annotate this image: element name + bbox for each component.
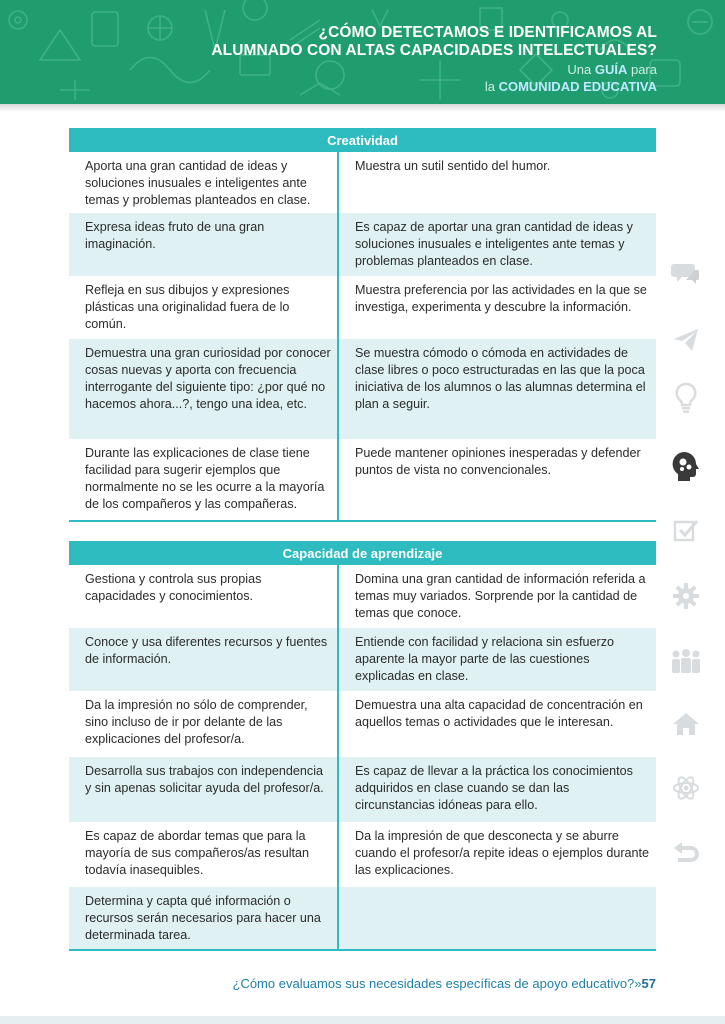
table-cell: Se muestra cómodo o cómoda en actividades de clase libres o poco estructuradas en las que la poca iniciativa de los alumnos o las alumnas determina el plan a seguir. (338, 339, 656, 439)
atom-icon[interactable] (668, 772, 704, 804)
checkbox-icon[interactable] (668, 514, 704, 546)
table-cell: Expresa ideas fruto de una gran imaginación. (69, 213, 338, 276)
table-row (69, 691, 656, 757)
table-cell: Desarrolla sus trabajos con independencia y sin apenas solicitar ayuda del profesor/a. (69, 757, 338, 822)
header-shadow (0, 104, 725, 112)
header-subtitle-2-pre: la (484, 79, 495, 94)
table-row (69, 439, 656, 521)
table-cell: Durante las explicaciones de clase tiene facilidad para sugerir ejemplos que normalmente no se les ocurre a la mayoría de los compañeros y las compañeras. (69, 439, 338, 521)
table-cell: Muestra un sutil sentido del humor. (355, 159, 551, 173)
table-cell: Refleja en sus dibujos y expresiones plásticas una originalidad fuera de lo común. (69, 276, 338, 339)
table-cell: Puede mantener opiniones inesperadas y defender puntos de vista no convencionales. (338, 439, 656, 521)
header-title-line-1: ¿CÓMO DETECTAMOS E IDENTIFICAMOS AL (318, 24, 657, 41)
table-row (69, 276, 656, 339)
table-cell: Es capaz de llevar a la práctica los conocimientos adquiridos en clase cuando se dan las circunstancias idóneas para ello. (338, 757, 656, 822)
table-cell: Demuestra una alta capacidad de concentración en aquellos temas o actividades que le interesan. (355, 698, 643, 729)
table-row (69, 152, 656, 213)
table-cell: Es capaz de abordar temas que para la mayoría de sus compañeros/as resultan todavía inasequibles. (69, 822, 338, 887)
bottom-bar (0, 1016, 725, 1024)
lightbulb-icon[interactable] (668, 382, 704, 414)
table-cell: Es capaz de aportar una gran cantidad de ideas y soluciones inusuales e inteligentes ante temas y problemas planteados en clase. (338, 213, 656, 276)
table-cell: Da la impresión de que desconecta y se aburre cuando el profesor/a repite ideas o ejemplos durante las explicaciones. (355, 829, 650, 877)
creatividad-heading: Creatividad (69, 128, 656, 152)
gear-icon[interactable] (668, 580, 704, 612)
table-cell: Conoce y usa diferentes recursos y fuentes de información. (69, 628, 338, 691)
creatividad-table (69, 128, 656, 522)
aprendizaje-table (69, 541, 656, 951)
table-row (69, 757, 656, 822)
table-cell: Aporta una gran cantidad de ideas y soluciones inusuales e inteligentes ante temas y problemas planteados en clase. (69, 152, 338, 213)
paper-plane-icon[interactable] (668, 324, 704, 356)
table-row (69, 628, 656, 691)
page-header (0, 0, 725, 104)
aprendizaje-heading: Capacidad de aprendizaje (69, 541, 656, 565)
table-cell (338, 887, 656, 950)
table-row (69, 339, 656, 439)
header-subtitle-2 (211, 78, 657, 95)
table-cell: Domina una gran cantidad de información referida a temas muy variados. Sorprende por la cantidad de temas que conoce. (355, 572, 646, 620)
table-cell: Gestiona y controla sus propias capacidades y conocimientos. (69, 565, 338, 628)
footer-chevrons: » (634, 976, 642, 991)
head-gears-icon[interactable] (668, 450, 704, 482)
header-title-line-2: ALUMNADO CON ALTAS CAPACIDADES INTELECTUALES? (211, 42, 657, 59)
table-cell: Da la impresión no sólo de comprender, sino incluso de ir por delante de las explicaciones del profesor/a. (69, 691, 338, 757)
table-cell: Entiende con facilidad y relaciona sin esfuerzo aparente la mayor parte de las cuestiones explicadas en clase. (338, 628, 656, 691)
header-subtitle-1-pre: Una (567, 62, 592, 77)
chat-icon[interactable] (668, 258, 704, 290)
page-footer (233, 976, 657, 991)
table-cell: Determina y capta qué información o recursos serán necesarios para hacer una determinada tarea. (69, 887, 338, 950)
header-subtitle-1 (211, 61, 657, 78)
header-subtitle-1-post: para (630, 62, 657, 77)
group-icon[interactable] (668, 645, 704, 677)
table-row (69, 213, 656, 276)
page-number: 57 (641, 976, 656, 991)
footer-chapter-title: ¿Cómo evaluamos sus necesidades específicas de apoyo educativo? (232, 976, 635, 991)
header-subtitle-2-bold: COMUNIDAD EDUCATIVA (498, 79, 657, 94)
home-icon[interactable] (668, 708, 704, 740)
table-row (69, 887, 656, 950)
table-row (69, 822, 656, 887)
table-cell: Muestra preferencia por las actividades en la que se investiga, experimenta y descubre la información. (355, 283, 647, 314)
table-cell: Demuestra una gran curiosidad por conocer cosas nuevas y aporta con frecuencia interrogante del siguiente tipo: ¿por qué no hacemos ahora...?, tengo una idea, etc. (69, 339, 338, 439)
table-row (69, 565, 656, 628)
return-arrow-icon[interactable] (668, 836, 704, 868)
header-subtitle-1-bold: GUÍA (594, 62, 628, 77)
header-title-block (211, 24, 657, 95)
